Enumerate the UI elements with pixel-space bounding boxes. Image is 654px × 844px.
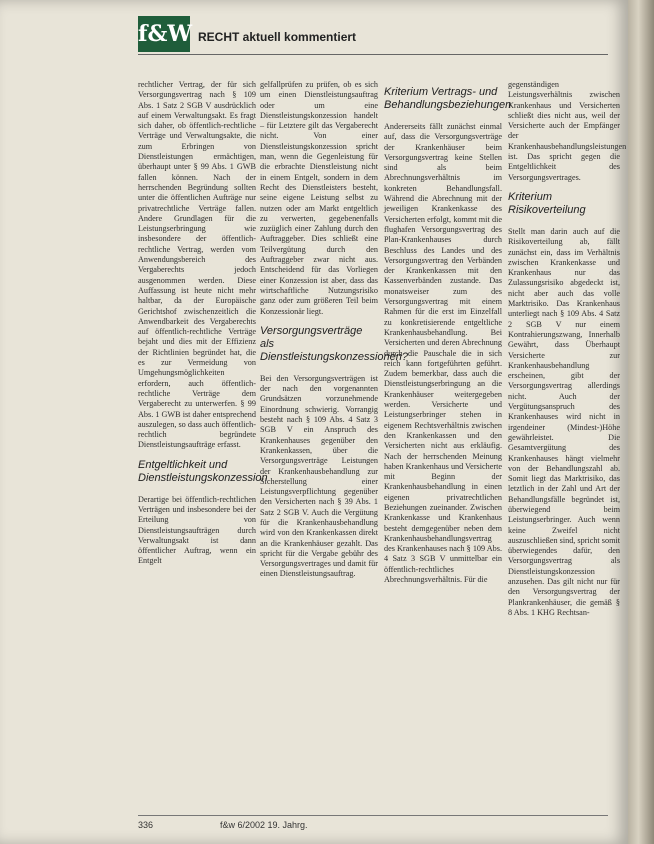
column-4: [508, 80, 627, 810]
paragraph: gelfallprüfen zu prüfen, ob es sich um einen Dienstleistungsauftrag oder um eine Dienstleistungskonzession handelt – für Letztere gilt das Vergaberecht nicht. Von einer Dienstleistungskonzession spricht man, wenn die Gegenleistung für die erbrachte Dienstleistung nicht in einem Entgelt, sondern in dem Recht des Dienstleisters besteht, seine eigene Leistung selbst zu nutzen oder am Markt entgeltlich zu verwerten, gegebenenfalls zuzüglich einer Zahlung durch den Auftraggeber. Dies schließt eine Teilvergütung durch den Auftraggeber zwar nicht aus. Entscheidend für das Vorliegen einer Konzession ist aber, dass das wirtschaftliche Nutzungsrisiko ganz oder zum größeren Teil beim Konzessionär liegt.: [260, 80, 378, 316]
journal-logo: f&W: [138, 16, 190, 52]
paragraph: gegenständigen Leistungsverhältnis zwischen Krankenhaus und Versicherten schließt dies nicht aus, weil der Versicherte auch der Empfänger der Krankenhausbehandlungsleistungen ist. Das spricht gegen die Entgeltlichkeit des Versorgungsvertrages.: [508, 80, 627, 182]
section-title: RECHT aktuell kommentiert: [198, 30, 357, 44]
journal-issue: f&w 6/2002 19. Jahrg.: [220, 820, 308, 830]
column-2: [260, 80, 408, 810]
header-divider: [138, 54, 608, 55]
subheading: Entgeltlichkeit und Dienstleistungskonzession: [138, 458, 268, 484]
footer-divider: [138, 815, 608, 816]
subheading: Kriterium Vertrags- und Behandlungsbeziehungen: [384, 86, 512, 111]
page-number: 336: [138, 820, 154, 830]
subheading: Versorgungsverträge als Dienstleistungskonzessionen?: [260, 324, 408, 363]
paragraph: Bei den Versorgungsverträgen ist der nach den vorgenannten Grundsätzen vorzunehmende Einordnung schwierig. Vorrangig besteht nach § 109 Abs. 4 Satz 3 SGB V ein Anspruch des Krankenhauses gegenüber den Krankenkassen, über die Versorgungsverträge Leistungen der Krankenhausbehandlung zur Sicherstellung einer Leistungsverpflichtung gegenüber den Versicherten nach § 39 Abs. 1 Satz 2 SGB V. Auch die Vergütung für die Krankenhausbehandlung wird von den Krankenkassen direkt an die Krankenhäuser gezahlt. Das spricht für die Vergabe gebühr des Versorgungsvertrages und damit für einen Dienstleistungsauftrag.: [260, 373, 378, 579]
book-spine: [628, 0, 654, 844]
column-3: [384, 80, 512, 810]
column-1: [138, 80, 268, 810]
subheading: Kriterium Risikoverteilung: [508, 190, 586, 216]
paragraph: Andererseits fällt zunächst einmal auf, dass die Versorgungsverträge der Krankenhäuser beim Versorgungsvertrag keine Stellen sind als beim Abrechnungsverhältnis im konkreten Behandlungsfall. Während die Abrechnung mit der jeweiligen Krankenkasse des Versicherten erfolgt, kommt mit die flughafen Versorgungsvertrag des Plan-Krankenhauses durch Beschluss des Landes und des Versorgungsvertrag den Verbänden der Krankenkassen mit den Kassenverbänden zustande. Das monatsweiser zum des Versorgungsvertrag mit einem Rahmen für die erst im Einzelfall zu konkretisierende entgeltliche Krankenhausbehandlung. Bei Versicherten und deren Abrechnung durch die Pauschale die in sich reich kann fortgeführten geführt. Zudem bemerkbar, dass auch die Dienstleistungserbringung an die Krankenhäuser weitergegeben werden. Versicherte und Leistungserbringer stehen in eigenem Rechtsverhältnis zwischen den Krankenkassen und den Versicherten nicht aus erkläufig. Nach der herrschenden Meinung haben Krankenhaus und Versicherte mit Beginn der Krankenhausbehandlung in einen eigenen privatrechtlichen Beziehungen zueinander. Zwischen Krankenkasse und Krankenhaus besteht demgegenüber neben dem Krankenhausbehandlungsvertrag des Krankenhauses nach § 109 Abs. 4 Satz 3 SGB V unmittelbar ein öffentlich-rechtliches Abrechnungsverhältnis. Für die: [384, 122, 502, 585]
paragraph: rechtlicher Vertrag, der für sich Versorgungsvertrag nach § 109 Abs. 1 Satz 2 SGB V ausdrücklich auf einem Verwaltungsakt. Es fragt sich daher, ob öffentlich-rechtliche Verträge und Verwaltungsakte, die zum Erbringen von Dienstleistungen ermächtigen, überhaupt unter § 99 Abs. 1 GWB fallen können. Nach der herrschenden Begründung sollten unter die öffentlichen Aufträge nur privatrechtliche Verträge fallen. Andere Grundlagen für die Leistungserbringung wie insbesondere der öffentlich-rechtliche Vertrag, werden vom Anwendungsbereich des Vergaberechts jedoch ausgenommen werden. Diese Auffassung ist heute nicht mehr haltbar, da der Europäische Gerichtshof zwischenzeitlich die Anwendbarkeit des Vergaberechts auf öffentlich-rechtliche Verträge bejaht und dies mit der Effizienz der Richtlinien begründet hat, die es zur Vermeidung von Umgehungsmöglichkeiten erfordern, auch öffentlich-rechtliche Verträge dem Vergaberecht zu unterwerfen. § 99 Abs. 1 GWB ist daher entsprechend auszulegen, so dass auch öffentlich-rechtlich begründete Dienstleistungsaufträge erfasst.: [138, 80, 256, 450]
paragraph: Derartige bei öffentlich-rechtlichen Verträgen und insbesondere bei der Erteilung von Dienstleistungsaufträgen durch Verwaltungsakt ist dann öffentlicher Auftrag, wenn ein Entgelt: [138, 494, 256, 566]
page-header: [138, 14, 608, 54]
paragraph: Stellt man darin auch auf die Risikoverteilung ab, fällt zunächst ein, dass im Verhältnis zwischen Krankenkasse und Krankenhaus nur das Zulassungsrisiko abgedeckt ist, nicht aber auch das volle Marktrisiko. Das Krankenhaus unterliegt nach § 109 Abs. 4 Satz 2 SGB V nur einem Kontrahierungszwang, Innerhalb Gewährt, dass Überhaupt Versicherte zur Krankenhausbehandlung erscheinen, gibt der Versorgungsvertrag allerdings nicht. Auch der Vergütungsanspruch des Krankenhauses wird nicht in irgendeiner (Mindest-)Höhe gewährleistet. Die Gesamtvergütung des Krankenhauses hängt vielmehr von der Behandlungszahl ab. Somit liegt das Marktrisiko, das letztlich in der Zahl und Art der Behandlungsfälle begründet ist, überwiegend beim Leistungserbringer. Auch wenn keine Zweifel nicht auszuschließen sind, spricht somit überwiegendes dafür, den Versorgungsvertrag als Dienstleistungskonzession anzusehen. Das gilt nicht nur für den Versorgungsvertrag der Plankrankenhäuser, die gemäß § 8 Abs. 1 KHG Rechtsan-: [508, 226, 620, 617]
